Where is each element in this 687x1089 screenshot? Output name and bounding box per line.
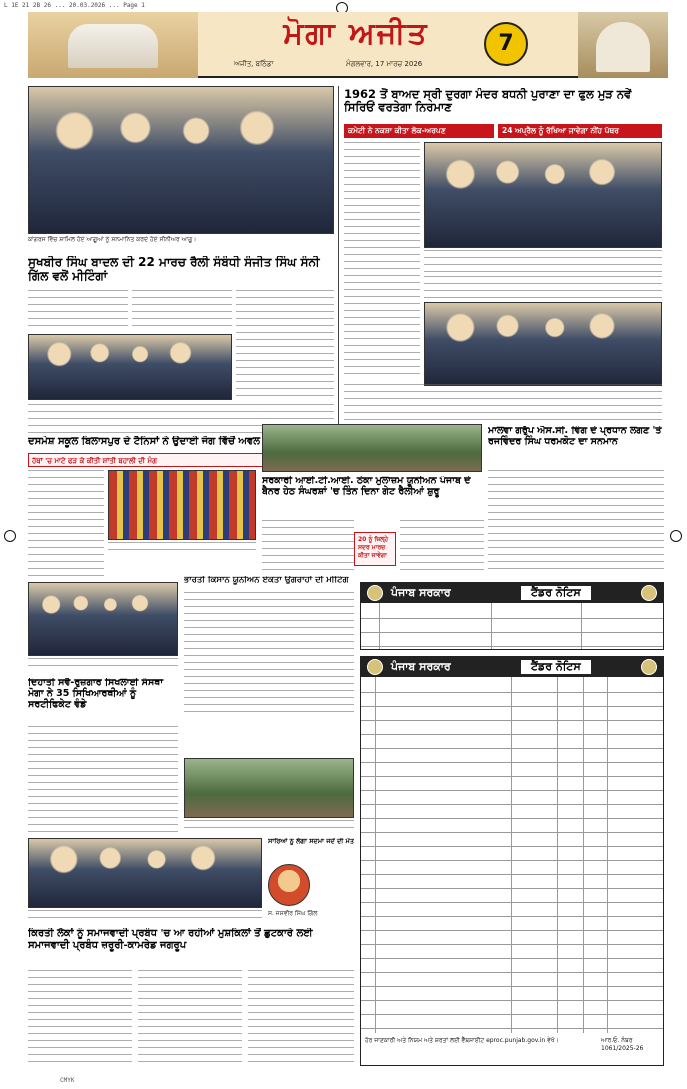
punjab-seal-icon (367, 585, 383, 601)
tender-2-col (511, 677, 512, 1033)
tender-footer: ਹੋਰ ਜਾਣਕਾਰੀ ਅਤੇ ਨਿਯਮ ਅਤੇ ਸ਼ਰਤਾਂ ਲਈ ਵੈੱਬਸਾਈਟ eproc.punjab.gov.in ਵੇਖੋ। (365, 1037, 559, 1044)
sukhbir-body-mid (132, 290, 232, 330)
print-footer: CMYK (60, 1077, 75, 1084)
iti-callout: 20 ਨੂੰ ਜ਼ਿਲ੍ਹੇ ਸਦਰ ਮਾਰਚ ਕੀਤਾ ਜਾਵੇਗਾ (354, 532, 396, 566)
seminar-photo (28, 838, 262, 908)
issue-date: ਮੰਗਲਵਾਰ, 17 ਮਾਰਚ 2026 (346, 60, 423, 68)
registration-mark-icon (4, 530, 16, 542)
mandir-gathering-photo (424, 302, 662, 386)
durga-committee-photo (424, 142, 662, 248)
punjab-seal-icon (367, 659, 383, 675)
print-strip: L 1E 21 2B 26 ... 20.03.2026 ... Page 1 (4, 2, 145, 9)
tender-2-col (607, 677, 608, 1033)
bottom-body-1 (28, 970, 132, 1066)
tender-1-header (361, 583, 663, 603)
tender-1-title: ਟੈਂਡਰ ਨੋਟਿਸ (521, 586, 591, 600)
bottom-body-3 (248, 970, 354, 1066)
tender-2-header (361, 657, 663, 677)
tender-1-col (581, 603, 582, 649)
masthead-title: ਮੋਗਾ ਅਜੀਤ (283, 16, 429, 51)
tender-1-col (491, 603, 492, 649)
page-number-badge: 7 (484, 22, 528, 66)
malwa-headline: ਮਾਲਵਾ ਗਰੁੱਪ ਐਸ.ਸੀ. ਵਿੰਗ ਦੇ ਪ੍ਰਧਾਨ ਲਗਣ 'ਤੇ ਰਜਵਿੰਦਰ ਸਿੰਘ ਧਰਮਕੋਟ ਦਾ ਸਨਮਾਨ (488, 426, 662, 447)
tender-notice-1 (360, 582, 664, 650)
tender-notice-2 (360, 656, 664, 1066)
tender-2-col (557, 677, 558, 1033)
dashmesh-body (28, 470, 104, 580)
masthead-photo-left (28, 12, 198, 78)
column-divider (338, 86, 339, 464)
iti-body (262, 520, 354, 574)
lead-photo (28, 86, 334, 234)
kisan-meeting-caption (184, 820, 354, 834)
punjab-seal-icon (641, 585, 657, 601)
certificates-body (28, 726, 178, 836)
kisan-headline: ਭਾਰਤੀ ਕਿਸਾਨ ਯੂਨੀਅਨ ਏਕਤਾ ਉਗਰਾਹਾਂ ਦੀ ਮੀਟਿੰਗ (184, 576, 349, 585)
tender-2-col (375, 677, 376, 1033)
tender-2-title: ਟੈਂਡਰ ਨੋਟਿਸ (521, 660, 591, 674)
tender-1-dept: ਪੰਜਾਬ ਸਰਕਾਰ (391, 586, 451, 599)
tender-ref: ਆਰ.ਓ. ਨੰਬਰ 1061/2025-26 (601, 1037, 644, 1052)
certificates-headline: ਦਿਹਾਤੀ ਸਵੈ-ਰੁਜ਼ਗਾਰ ਸਿਖਲਾਈ ਸੰਸਥਾ ਮੋਗਾ ਨੇ 35 ਸਿਖਿਆਰਥੀਆਂ ਨੂੰ ਸਰਟੀਫਿਕੇਟ ਵੰਡੇ (28, 678, 164, 710)
registration-mark-icon (670, 530, 682, 542)
bottom-body-2 (138, 970, 242, 1066)
kisan-meeting-photo (184, 758, 354, 818)
edition-label: ਅਜੀਤ, ਬਠਿੰਡਾ (234, 60, 274, 68)
obit-name: ਸ. ਜਸਵੀਰ ਸਿੰਘ ਗਿੱਲ (268, 910, 318, 917)
dashmesh-subhead: ਹੱਥਾਂ 'ਚ ਮਾਟੇ ਫੜ ਕੇ ਕੀਤੀ ਸ਼ਾਂਤੀ ਬਹਾਲੀ ਦੀ ਮੰਗ (28, 453, 328, 467)
durga-body (344, 142, 420, 378)
iti-body-2 (400, 520, 484, 574)
tender-1-table (361, 605, 663, 649)
obit-headline: ਸਾਰਿਆਂ ਨੂੰ ਲੱਗਾ ਸਦਮਾ ਜਦੋਂ ਦੀ ਮੌਤ (268, 838, 354, 845)
kisan-left-photo (28, 582, 178, 656)
tender-2-col (583, 677, 584, 1033)
masthead-photo-right (578, 12, 668, 78)
kisan-left-caption (28, 658, 178, 672)
tender-1-col (379, 603, 380, 649)
bottom-headline: ਕਿਰਤੀ ਲੋਕਾਂ ਨੂੰ ਸਮਾਜਵਾਦੀ ਪ੍ਰਬੰਧ 'ਚ ਆ ਰਹੀਆਂ ਮੁਸ਼ਕਿਲਾਂ ਤੋਂ ਛੁਟਕਾਰੇ ਲਈ ਸਮਾਜਵਾਦੀ ਪ੍ਰਬੰਧ ਜ਼ਰੂਰੀ-ਕਾਮਰੇਡ ਜਗਰੂਪ (28, 928, 313, 951)
masthead (28, 12, 668, 78)
malwa-body (488, 470, 664, 574)
sukhbir-body-left (28, 290, 128, 330)
punjab-seal-icon (641, 659, 657, 675)
durga-mandir-headline: 1962 ਤੋਂ ਬਾਅਦ ਸ੍ਰੀ ਦੁਰਗਾ ਮੰਦਰ ਬਧਨੀ ਪੁਰਾਣਾ ਦਾ ਫੁਲ ਮੁੜ ਨਵੇਂ ਸਿਰਿਓਂ ਵਰਤੇਗਾ ਨਿਰਮਾਣ (344, 88, 632, 115)
durga-caption (424, 250, 662, 272)
obit-portrait (268, 864, 310, 906)
sukhbir-headline: ਸੁਖਬੀਰ ਸਿੰਘ ਬਾਦਲ ਦੀ 22 ਮਾਰਚ ਰੈਲੀ ਸੰਬੰਧੀ ਸੰਜੀਤ ਸਿੰਘ ਸੰਨੀ ਗਿੱਲ ਵਲੋਂ ਮੀਟਿੰਗਾਂ (28, 256, 320, 283)
side-story-body (344, 384, 662, 424)
durga-body-2 (424, 276, 662, 302)
kisan-body (184, 592, 354, 718)
tender-2-table (361, 679, 663, 1033)
seminar-caption (28, 910, 262, 924)
dashmesh-headline: ਦਸਮੇਸ਼ ਸਕੂਲ ਬਿਲਾਸਪੁਰ ਦੇ ਟੈਨਿਸਾਂ ਨੇ ਉਦਾਈ ਜੋਗ ਵਿੱਚੋਂ ਅਵਲ (28, 436, 261, 447)
protest-photo (262, 424, 482, 472)
sukhbir-body-right (236, 290, 334, 400)
dashmesh-caption (108, 542, 256, 556)
lead-photo-caption: ਕਾਂਗਰਸ ਵਿੱਚ ਸ਼ਾਮਿਲ ਹੋਏ ਆਗੂਆਂ ਨੂੰ ਸਨਮਾਨਿਤ ਕਰਦੇ ਹੋਏ ਸੀਨੀਅਰ ਆਗੂ। (28, 236, 197, 243)
subhead-red-2: 24 ਅਪ੍ਰੈਲ ਨੂੰ ਰੱਖਿਆ ਜਾਵੇਗਾ ਨੀਂਹ ਪੱਥਰ (498, 124, 662, 138)
iti-headline: ਸਰਕਾਰੀ ਆਈ.ਟੀ.ਆਈ. ਠੇਕਾ ਮੁਲਾਜ਼ਮ ਯੂਨੀਅਨ ਪੰਜਾਬ ਦੇ ਬੈਨਰ ਹੇਠ ਸੰਘਰਸ਼ਾਂ 'ਚ ਤਿੰਨ ਦਿਨਾ ਗੇਟ ਰੈਲੀਆਂ ਸ਼ੁਰੂ (262, 476, 471, 497)
tender-2-dept: ਪੰਜਾਬ ਸਰਕਾਰ (391, 660, 451, 673)
subhead-red-1: ਕਮੇਟੀ ਨੇ ਨਕਸ਼ਾ ਕੀਤਾ ਲੋਕ-ਅਰਪਣ (344, 124, 494, 138)
dashmesh-students-photo (108, 470, 256, 540)
rally-meeting-photo (28, 334, 232, 400)
